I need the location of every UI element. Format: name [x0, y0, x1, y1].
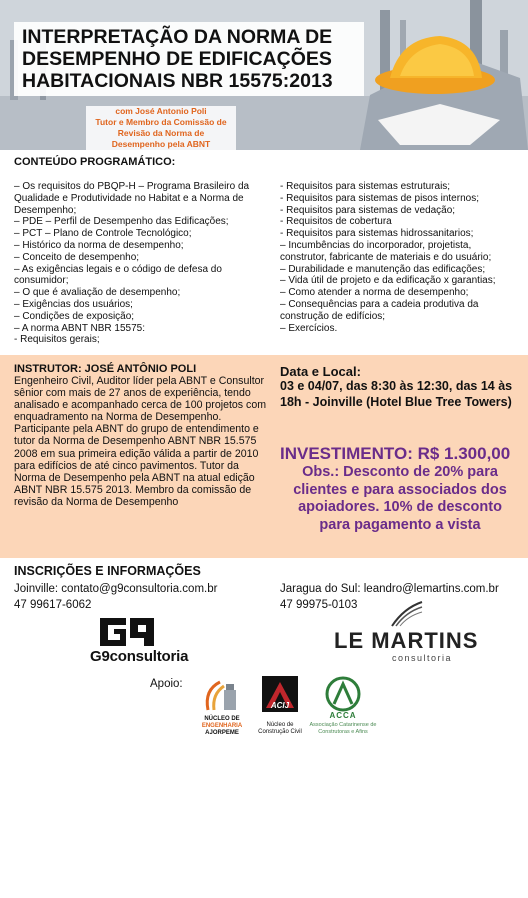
author-line-2: Tutor e Membro da Comissão de: [86, 117, 236, 128]
nucleo-line-3: AJORPEME: [205, 730, 239, 736]
nucleo-line-1: NÚCLEO DE: [204, 716, 240, 722]
list-item: – Histórico da norma de desempenho;: [14, 239, 184, 251]
nucleo-caption: [196, 716, 248, 737]
list-item: – A norma ABNT NBR 15575:: [14, 322, 146, 334]
nucleo-line-2: ENGENHARIA: [201, 723, 243, 729]
instructor-heading: INSTRUTOR: JOSÉ ANTÔNIO POLI: [14, 363, 197, 375]
list-item: – PDE – Perfil de Desempenho das Edificações;: [14, 216, 229, 228]
author-credit: [86, 106, 236, 150]
acca-caption: [300, 722, 386, 736]
program-right-column: [280, 181, 520, 334]
nucleo-engenharia-logo-icon: [200, 676, 242, 714]
list-item: – PCT – Plano de Controle Tecnológico;: [14, 228, 192, 240]
list-item: – Conceito de desempenho;: [14, 251, 140, 263]
acca-caption-1: Associação Catarinense de: [309, 722, 377, 728]
list-item: – Durabilidade e manutenção das edificações;: [280, 263, 486, 275]
list-item: – Consequências para a cadeia produtiva da construção de edifícios;: [280, 298, 479, 322]
list-item: – Como atender a norma de desempenho;: [280, 287, 469, 299]
acca-label: ACCA: [329, 711, 357, 720]
investment-note: Obs.: Desconto de 20% para clientes e para associados dos apoiadores. 10% de desconto para pagamento a vista: [293, 464, 507, 533]
acij-caption-1: Núcleo de: [266, 722, 294, 728]
author-line-3: Revisão da Norma de: [86, 128, 236, 139]
program-heading: CONTEÚDO PROGRAMÁTICO:: [14, 156, 176, 168]
acij-caption-2: Construção Civil: [258, 729, 302, 735]
hero-banner: [0, 0, 528, 150]
instructor-bio: Engenheiro Civil, Auditor líder pela ABNT e Consultor sênior com mais de 27 anos de experiência, tendo analisado e acompanhado cerca de 100 projetos com enquadramento na Norma de Desempenho. Participante pela ABNT do grupo de entendimento e tutor da Norma de Desempenho ABNT NBR 15.575 2008 em sua primeira edição válida a partir de 2010 para edifícios de até cinco pavimentos. Tutor da Norma de Desempenho pela ABNT na atual edição ABNT NBR 15.575 2013. Membro da comissão de revisão da Norma de Desempenho: [14, 375, 267, 508]
list-item: - Requisitos para sistemas hidrossanitarios;: [280, 228, 474, 240]
lemartins-swoosh-icon: [390, 600, 424, 628]
author-line-4: Desempenho pela ABNT: [86, 139, 236, 150]
acca-caption-2: Construtoras e Afins: [318, 729, 368, 735]
investment-heading: INVESTIMENTO: R$ 1.300,00: [280, 444, 511, 463]
contact-email-joinville[interactable]: Joinville: contato@g9consultoria.com.br: [14, 583, 218, 595]
list-item: – As exigências legais e o código de defesa do consumidor;: [14, 263, 222, 287]
list-item: - Requisitos de cobertura: [280, 216, 392, 228]
contact-phone-joinville: 47 99617-6062: [14, 598, 92, 611]
lemartins-logo-name: LE MARTINS: [334, 628, 479, 653]
title-box: [14, 22, 364, 96]
author-line-1: com José Antonio Poli: [86, 106, 236, 117]
date-heading: Data e Local:: [280, 364, 361, 379]
contact-email-jaragua[interactable]: Jaragua do Sul: leandro@lemartins.com.br: [280, 583, 499, 595]
support-label: Apoio:: [150, 678, 183, 690]
registration-heading: INSCRIÇÕES E INFORMAÇÕES: [14, 564, 201, 578]
acij-caption: [254, 722, 306, 736]
contact-joinville: [14, 582, 217, 613]
list-item: – O que é avaliação de desempenho;: [14, 287, 181, 299]
date-text: 03 e 04/07, das 8:30 às 12:30, das 14 às 18h - Joinville (Hotel Blue Tree Towers): [280, 379, 513, 409]
list-item: - Requisitos para sistemas estruturais;: [280, 181, 451, 192]
acij-label: ACIJ: [270, 701, 290, 710]
list-item: - Requisitos para sistemas de pisos internos;: [280, 192, 479, 204]
title-line-1: INTERPRETAÇÃO DA NORMA DE: [22, 26, 333, 48]
hard-hat-icon: [360, 28, 500, 108]
contact-phone-jaragua: 47 99975-0103: [280, 598, 358, 611]
program-left-column: [14, 181, 276, 346]
lemartins-logo-sub: consultoria: [392, 653, 453, 663]
g9-logo-text: G9consultoria: [90, 648, 189, 665]
acca-logo-icon: [322, 676, 364, 712]
title-line-3: HABITACIONAIS NBR 15575:2013: [22, 70, 333, 92]
list-item: - Requisitos gerais;: [14, 334, 100, 346]
list-item: – Vida útil de projeto e da edificação x garantias;: [280, 275, 496, 287]
title-line-2: DESEMPENHO DE EDIFICAÇÕES: [22, 48, 332, 70]
acij-logo-icon: [262, 676, 298, 722]
list-item: – Os requisitos do PBQP-H – Programa Brasileiro da Qualidade e Produtividade no Habitat e a Norma de Desempenho;: [14, 181, 250, 216]
list-item: – Exercícios.: [280, 322, 338, 334]
list-item: – Exigências dos usuários;: [14, 298, 133, 310]
list-item: - Requisitos para sistemas de vedação;: [280, 204, 456, 216]
list-item: – Incumbências do incorporador, projetista, construtor, fabricante de materiais e do usuário;: [280, 239, 492, 263]
list-item: – Condições de exposição;: [14, 310, 135, 322]
